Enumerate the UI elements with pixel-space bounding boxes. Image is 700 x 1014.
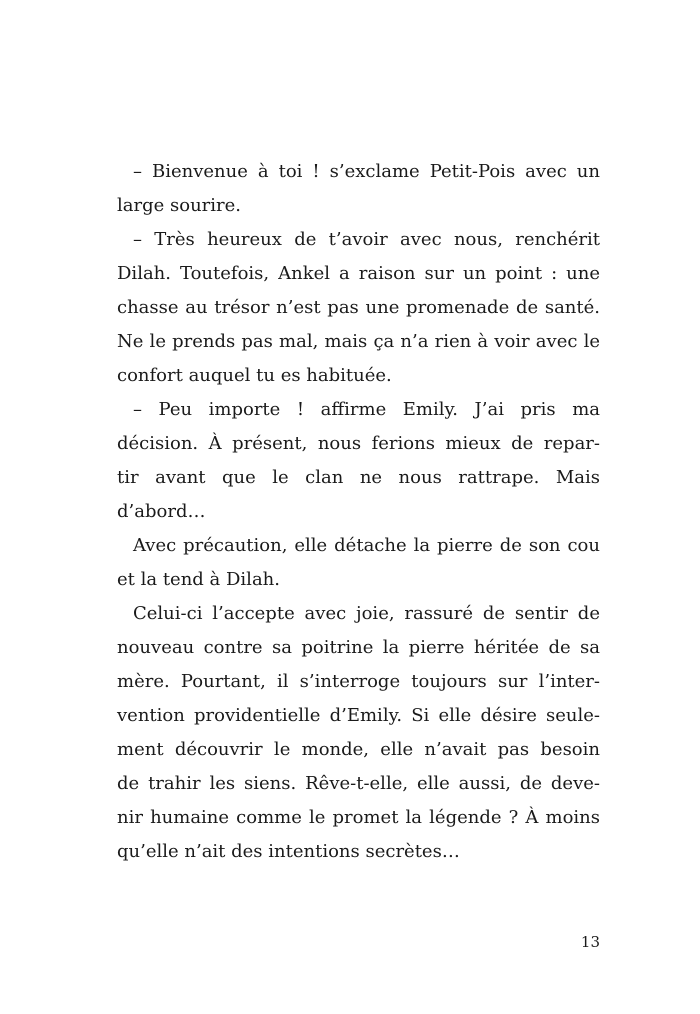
text-line: mère. Pourtant, il s’interroge toujours sur l’inter- [117, 671, 600, 692]
text-line: d’abord… [117, 501, 206, 522]
text-line: Celui-ci l’accepte avec joie, rassuré de sentir de [133, 603, 600, 624]
text-line: nouveau contre sa poitrine la pierre héritée de sa [117, 637, 600, 658]
text-line: large sourire. [117, 195, 241, 216]
text-line: ment découvrir le monde, elle n’avait pas besoin [117, 739, 600, 760]
text-line: Ne le prends pas mal, mais ça n’a rien à voir avec le [117, 331, 600, 352]
text-line: de trahir les siens. Rêve-t-elle, elle aussi, de deve- [117, 773, 600, 794]
text-line: chasse au trésor n’est pas une promenade de santé. [117, 297, 600, 318]
text-line: confort auquel tu es habituée. [117, 365, 392, 386]
text-line: tir avant que le clan ne nous rattrape. Mais [117, 467, 600, 488]
text-line: Avec précaution, elle détache la pierre de son cou [133, 535, 600, 556]
text-line: qu’elle n’ait des intentions secrètes… [117, 841, 460, 862]
page-body-text [117, 155, 600, 869]
text-line: décision. À présent, nous ferions mieux de repar- [117, 433, 600, 454]
page-number: 13 [580, 933, 600, 951]
text-line: – Très heureux de t’avoir avec nous, renchérit [133, 229, 600, 250]
text-line: nir humaine comme le promet la légende ? À moins [117, 807, 600, 828]
text-line: – Peu importe ! affirme Emily. J’ai pris ma [133, 399, 600, 420]
text-line: – Bienvenue à toi ! s’exclame Petit-Pois avec un [133, 161, 600, 182]
text-line: Dilah. Toutefois, Ankel a raison sur un point : une [117, 263, 600, 284]
text-line: vention providentielle d’Emily. Si elle désire seule- [117, 705, 600, 726]
text-line: et la tend à Dilah. [117, 569, 280, 590]
